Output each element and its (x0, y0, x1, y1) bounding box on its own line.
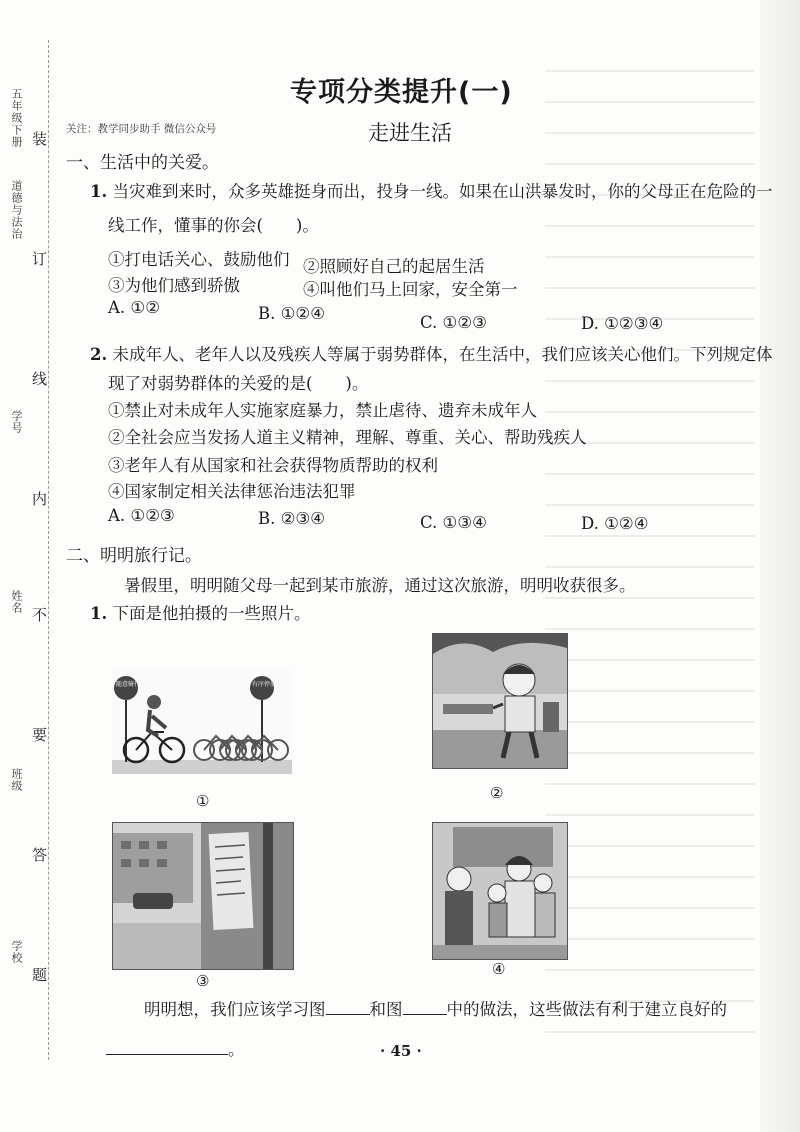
choice-b: B. ①②④ (258, 304, 325, 323)
statement-option: ④国家制定相关法律惩治违法犯罪 (108, 482, 356, 501)
binding-mark: 线 (32, 366, 47, 391)
answer-blank[interactable] (403, 1000, 447, 1015)
question-stem (90, 600, 310, 624)
statement-option: ③为他们感到骄傲 (108, 276, 240, 295)
statement-option: ①打电话关心、鼓励他们 (108, 250, 290, 269)
fill-text: 中的做法，这些做法有利于建立良好的 (446, 1000, 727, 1019)
sign-text-right: 有序停放 (252, 681, 277, 688)
page-number: · 45 · (380, 1042, 422, 1060)
binding-margin (0, 0, 58, 1132)
question-text: 当灾难到来时，众多英雄挺身而出，投身一线。如果在山洪暴发时，你的父母正在危险的一 (112, 182, 773, 201)
choice-a: A. ①② (108, 298, 160, 317)
question-text: 现了对弱势群体的关爱的是( )。 (108, 374, 369, 393)
margin-school: 学校 (10, 940, 23, 964)
statement-option: ②全社会应当发扬人道主义精神，理解、尊重、关心、帮助残疾人 (108, 428, 587, 447)
question-text: 未成年人、老年人以及残疾人等属于弱势群体，在生活中，我们应该关心他们。下列规定体 (112, 345, 773, 364)
choice-a: A. ①②③ (108, 506, 175, 525)
street-illustration (113, 823, 293, 969)
margin-grade: 五年级下册 (10, 88, 23, 148)
choice-c: C. ①②③ (420, 313, 487, 332)
question-text: 线工作，懂事的你会( )。 (108, 216, 319, 235)
section-heading: 一、生活中的关爱。 (66, 153, 219, 173)
statement-option: ②照顾好自己的起居生活 (303, 257, 485, 276)
photo-family-cartoon (432, 822, 568, 960)
bike-illustration (112, 670, 292, 774)
photo-littering-cartoon (432, 633, 568, 769)
margin-student-number: 学号 (10, 410, 23, 434)
statement-option: ①禁止对未成年人实施家庭暴力，禁止虐待、遗弃未成年人 (108, 401, 537, 420)
statement-option: ③老年人有从国家和社会获得物质帮助的权利 (108, 456, 438, 475)
photo-bike-parking (112, 670, 292, 774)
question-number: 1. (90, 182, 108, 201)
facing-page-edge (760, 0, 800, 1132)
binding-mark: 答 (32, 842, 47, 867)
page-subtitle: 走进生活 (368, 121, 452, 145)
statement-option: ④叫他们马上回家，安全第一 (303, 280, 518, 299)
binding-mark: 内 (32, 486, 47, 511)
show-through-text (545, 70, 755, 1050)
answer-blank[interactable] (326, 1000, 370, 1015)
choice-b: B. ②③④ (258, 509, 325, 528)
fill-text: 。 (228, 1040, 245, 1059)
choice-d: D. ①②③④ (581, 314, 664, 333)
photo-caption: ② (490, 784, 504, 802)
cut-line (48, 40, 49, 1060)
question-number: 2. (90, 345, 108, 364)
binding-mark: 装 (32, 126, 47, 151)
family-illustration (433, 823, 567, 959)
photo-caption: ① (196, 792, 210, 810)
question-text: 下面是他拍摄的一些照片。 (112, 604, 311, 623)
littering-illustration (433, 634, 567, 768)
answer-blank[interactable] (106, 1040, 228, 1055)
binding-mark: 要 (32, 722, 47, 747)
question-stem (90, 341, 772, 365)
follow-note: 关注：教学同步助手 微信公众号 (66, 123, 217, 135)
photo-caption: ③ (196, 972, 210, 990)
page-title: 专项分类提升(一) (290, 77, 513, 108)
photo-street-posters (112, 822, 294, 970)
margin-subject: 道德与法治 (10, 180, 23, 240)
fill-in-sentence (144, 996, 727, 1020)
photo-caption: ④ (492, 960, 506, 978)
margin-class: 班级 (10, 768, 23, 792)
sign-text-left: 随意骑行 (116, 681, 141, 688)
choice-c: C. ①③④ (420, 513, 487, 532)
fill-text: 明明想，我们应该学习图 (144, 1000, 326, 1019)
question-stem (90, 178, 772, 202)
question-number: 1. (90, 604, 108, 623)
binding-mark: 订 (32, 246, 47, 271)
binding-mark: 题 (32, 962, 47, 987)
fill-in-sentence-end (106, 1036, 245, 1060)
fill-text: 和图 (369, 1000, 403, 1019)
intro-paragraph: 暑假里，明明随父母一起到某市旅游，通过这次旅游，明明收获很多。 (124, 576, 636, 595)
binding-mark: 不 (32, 602, 47, 627)
section-heading: 二、明明旅行记。 (66, 546, 202, 566)
choice-d: D. ①②④ (581, 514, 649, 533)
margin-name: 姓名 (10, 590, 23, 614)
